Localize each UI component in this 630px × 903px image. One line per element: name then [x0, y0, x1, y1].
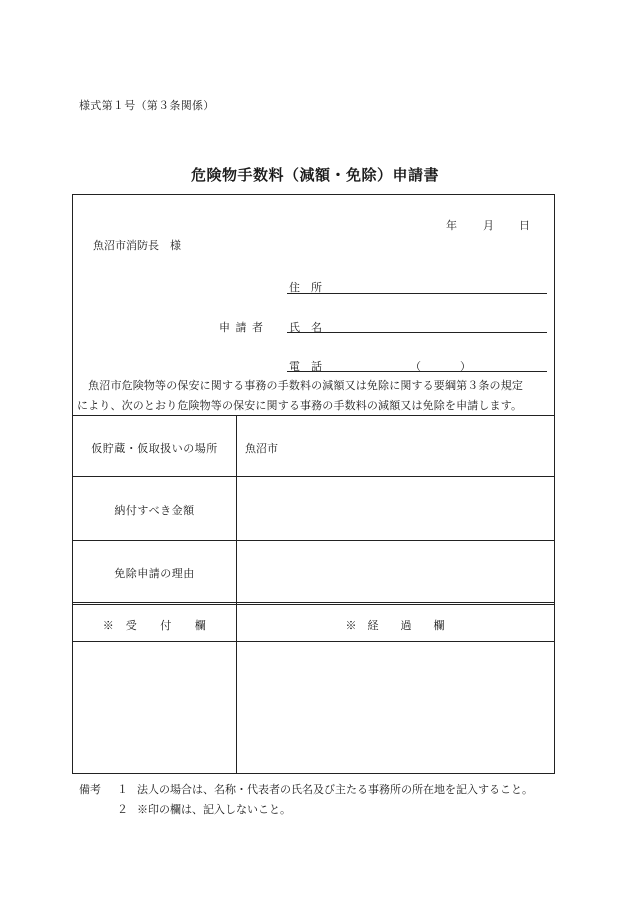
- page-title: 危険物手数料（減額・免除）申請書: [190, 166, 439, 184]
- form-number: 様式第１号（第３条関係）: [79, 99, 215, 112]
- notes-heading: 備考: [79, 783, 101, 796]
- amount-due-label: 納付すべき金額: [114, 504, 195, 517]
- application-form: [72, 194, 555, 774]
- office-use-divider: [73, 602, 554, 605]
- date-month-label: 月: [483, 219, 494, 232]
- note-text-2: ※印の欄は、記入しないこと。: [137, 803, 291, 816]
- note-number-1: １: [117, 783, 128, 796]
- note-text-1: 法人の場合は、名称・代表者の氏名及び主たる事務所の所在地を記入すること。: [137, 783, 533, 796]
- row-divider: [73, 540, 554, 541]
- reception-area: [73, 642, 236, 774]
- address-field[interactable]: [287, 293, 547, 294]
- body-text-line-1: 魚沼市危険物等の保安に関する事務の手数料の減額又は免除に関する要綱第３条の規定: [77, 379, 523, 392]
- name-label: 氏 名: [289, 321, 322, 334]
- note-number-2: ２: [117, 803, 128, 816]
- name-field[interactable]: [287, 332, 547, 333]
- address-label: 住 所: [289, 281, 322, 294]
- phone-paren-close: ）: [460, 360, 471, 373]
- progress-area: [237, 642, 555, 774]
- storage-location-label: 仮貯蔵・仮取扱いの場所: [91, 442, 218, 455]
- phone-paren-open: （: [410, 360, 421, 373]
- row-divider: [73, 476, 554, 477]
- phone-field[interactable]: [287, 371, 547, 372]
- storage-location-value[interactable]: 魚沼市: [245, 442, 278, 455]
- date-year-label: 年: [446, 219, 457, 232]
- applicant-label: 申 請 者: [219, 321, 264, 334]
- body-text-line-2: により、次のとおり危険物等の保安に関する事務の手数料の減額又は免除を申請します。: [77, 399, 523, 412]
- exemption-reason-label: 免除申請の理由: [114, 567, 195, 580]
- table-top-divider: [73, 415, 554, 416]
- reception-column-label: ※ 受 付 欄: [102, 619, 207, 632]
- progress-column-label: ※ 経 過 欄: [345, 619, 445, 632]
- date-day-label: 日: [519, 219, 530, 232]
- phone-label: 電 話: [289, 360, 322, 373]
- addressee: 魚沼市消防長 様: [93, 239, 181, 252]
